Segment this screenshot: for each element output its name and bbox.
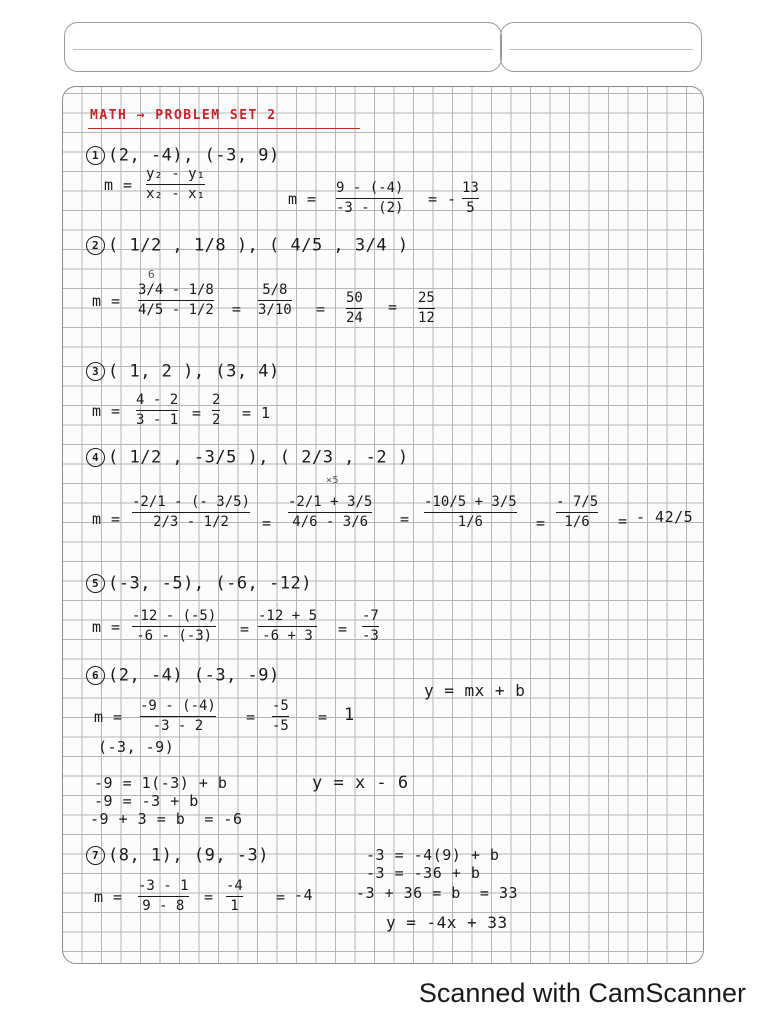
p1-fraction: 9 - (-4) -3 - (2)	[336, 180, 404, 216]
p6-lhs: m =	[94, 708, 123, 726]
p2-fraction-2: 5/8 3/10	[258, 282, 292, 318]
p4-lhs: m =	[92, 510, 121, 528]
p4-fraction-3: -10/5 + 3/5 1/6	[424, 494, 517, 530]
p7-lhs: m =	[94, 888, 123, 906]
slope-formula: y₂ - y₁ x₂ - x₁	[146, 166, 206, 202]
p6-result: 1	[344, 705, 355, 725]
p5-eq2: =	[338, 620, 348, 638]
p2-annotation: 6	[148, 268, 156, 281]
p6-answer: y = x - 6	[312, 773, 409, 793]
p4-result: - 42/5	[636, 508, 694, 526]
p7-fraction-1: -3 - 1 9 - 8	[138, 878, 189, 914]
p2-fraction-4: 25 12	[418, 290, 435, 326]
p7-step-1: -3 = -4(9) + b	[366, 846, 500, 864]
header-name-box	[64, 22, 502, 72]
p6-step-1: -9 = 1(-3) + b	[94, 774, 228, 792]
p4-eq1: =	[262, 514, 272, 532]
scanner-watermark: Scanned with CamScanner	[418, 978, 746, 1008]
problem-4-header: 4 ( 1/2 , -3/5 ), ( 2/3 , -2 )	[86, 448, 409, 467]
p6-fraction-1: -9 - (-4) -3 - 2	[140, 698, 216, 734]
p3-fraction-1: 4 - 2 3 - 1	[136, 392, 179, 428]
p6-eq2: =	[318, 708, 328, 726]
page-title: MATH → PROBLEM SET 2	[90, 108, 277, 123]
p6-fraction-2: -5 -5	[272, 698, 289, 734]
problem-number-badge: 5	[86, 574, 105, 593]
p2-fraction-1: 3/4 - 1/8 4/5 - 1/2	[138, 282, 214, 318]
problem-7-header: 7 (8, 1), (9, -3)	[86, 846, 269, 865]
p5-eq1: =	[240, 620, 250, 638]
p4-fraction-1: -2/1 - (- 3/5) 2/3 - 1/2	[132, 494, 251, 530]
p4-eq3: =	[536, 514, 546, 532]
title-underline	[88, 128, 360, 129]
problem-number-badge: 4	[86, 448, 105, 467]
p3-result: = 1	[242, 404, 271, 422]
p6-eq1: =	[246, 708, 256, 726]
p1-result: 13 5	[462, 180, 479, 216]
p5-lhs: m =	[92, 618, 121, 636]
p7-fraction-2: -4 1	[226, 878, 243, 914]
p4-eq4: =	[618, 512, 628, 530]
p7-step-2: -3 = -36 + b	[366, 864, 481, 882]
p5-fraction-1: -12 - (-5) -6 - (-3)	[132, 608, 217, 644]
p7-result: -4	[294, 886, 314, 904]
p2-lhs: m =	[92, 292, 121, 310]
slope-intercept-form: y = mx + b	[424, 681, 526, 700]
p5-fraction-2: -12 + 5 -6 + 3	[258, 608, 318, 644]
p5-fraction-3: -7 -3	[362, 608, 379, 644]
problem-number-badge: 1	[86, 146, 105, 165]
p4-eq2: =	[400, 510, 410, 528]
formula-lhs: m =	[104, 176, 133, 194]
p3-fraction-2: 2 2	[212, 392, 221, 428]
p3-lhs: m =	[92, 402, 121, 420]
p2-fraction-3: 50 24	[346, 290, 363, 326]
p6-step-2: -9 = -3 + b	[94, 792, 199, 810]
p7-eq1: =	[204, 888, 214, 906]
p2-eq1: =	[232, 300, 242, 318]
p6-chosen-point: (-3, -9)	[98, 738, 175, 756]
p7-answer: y = -4x + 33	[386, 913, 508, 932]
p2-eq2: =	[316, 300, 326, 318]
problem-3-header: 3 ( 1, 2 ), (3, 4)	[86, 362, 280, 381]
problem-2-header: 2 ( 1/2 , 1/8 ), ( 4/5 , 3/4 )	[86, 236, 409, 255]
problem-number-badge: 6	[86, 666, 105, 685]
p4-fraction-4: - 7/5 1/6	[556, 494, 599, 530]
p7-step-3: -3 + 36 = b = 33	[356, 884, 519, 902]
problem-5-header: 5 (-3, -5), (-6, -12)	[86, 574, 312, 593]
p7-eq2: =	[276, 888, 286, 906]
p6-step-3: -9 + 3 = b = -6	[90, 810, 243, 828]
header-date-box	[500, 22, 702, 72]
p2-eq3: =	[388, 298, 398, 316]
p1-lhs: m =	[288, 190, 317, 208]
problem-1-header: 1 (2, -4), (-3, 9)	[86, 146, 280, 165]
problem-number-badge: 3	[86, 362, 105, 381]
problem-number-badge: 2	[86, 236, 105, 255]
p3-eq1: =	[192, 404, 202, 422]
p4-fraction-2: -2/1 + 3/5 4/6 - 3/6	[288, 494, 373, 530]
problem-number-badge: 7	[86, 846, 105, 865]
p1-equals: = -	[428, 190, 457, 208]
p4-annotation: ×5	[326, 475, 340, 486]
problem-6-header: 6 (2, -4) (-3, -9)	[86, 666, 280, 685]
